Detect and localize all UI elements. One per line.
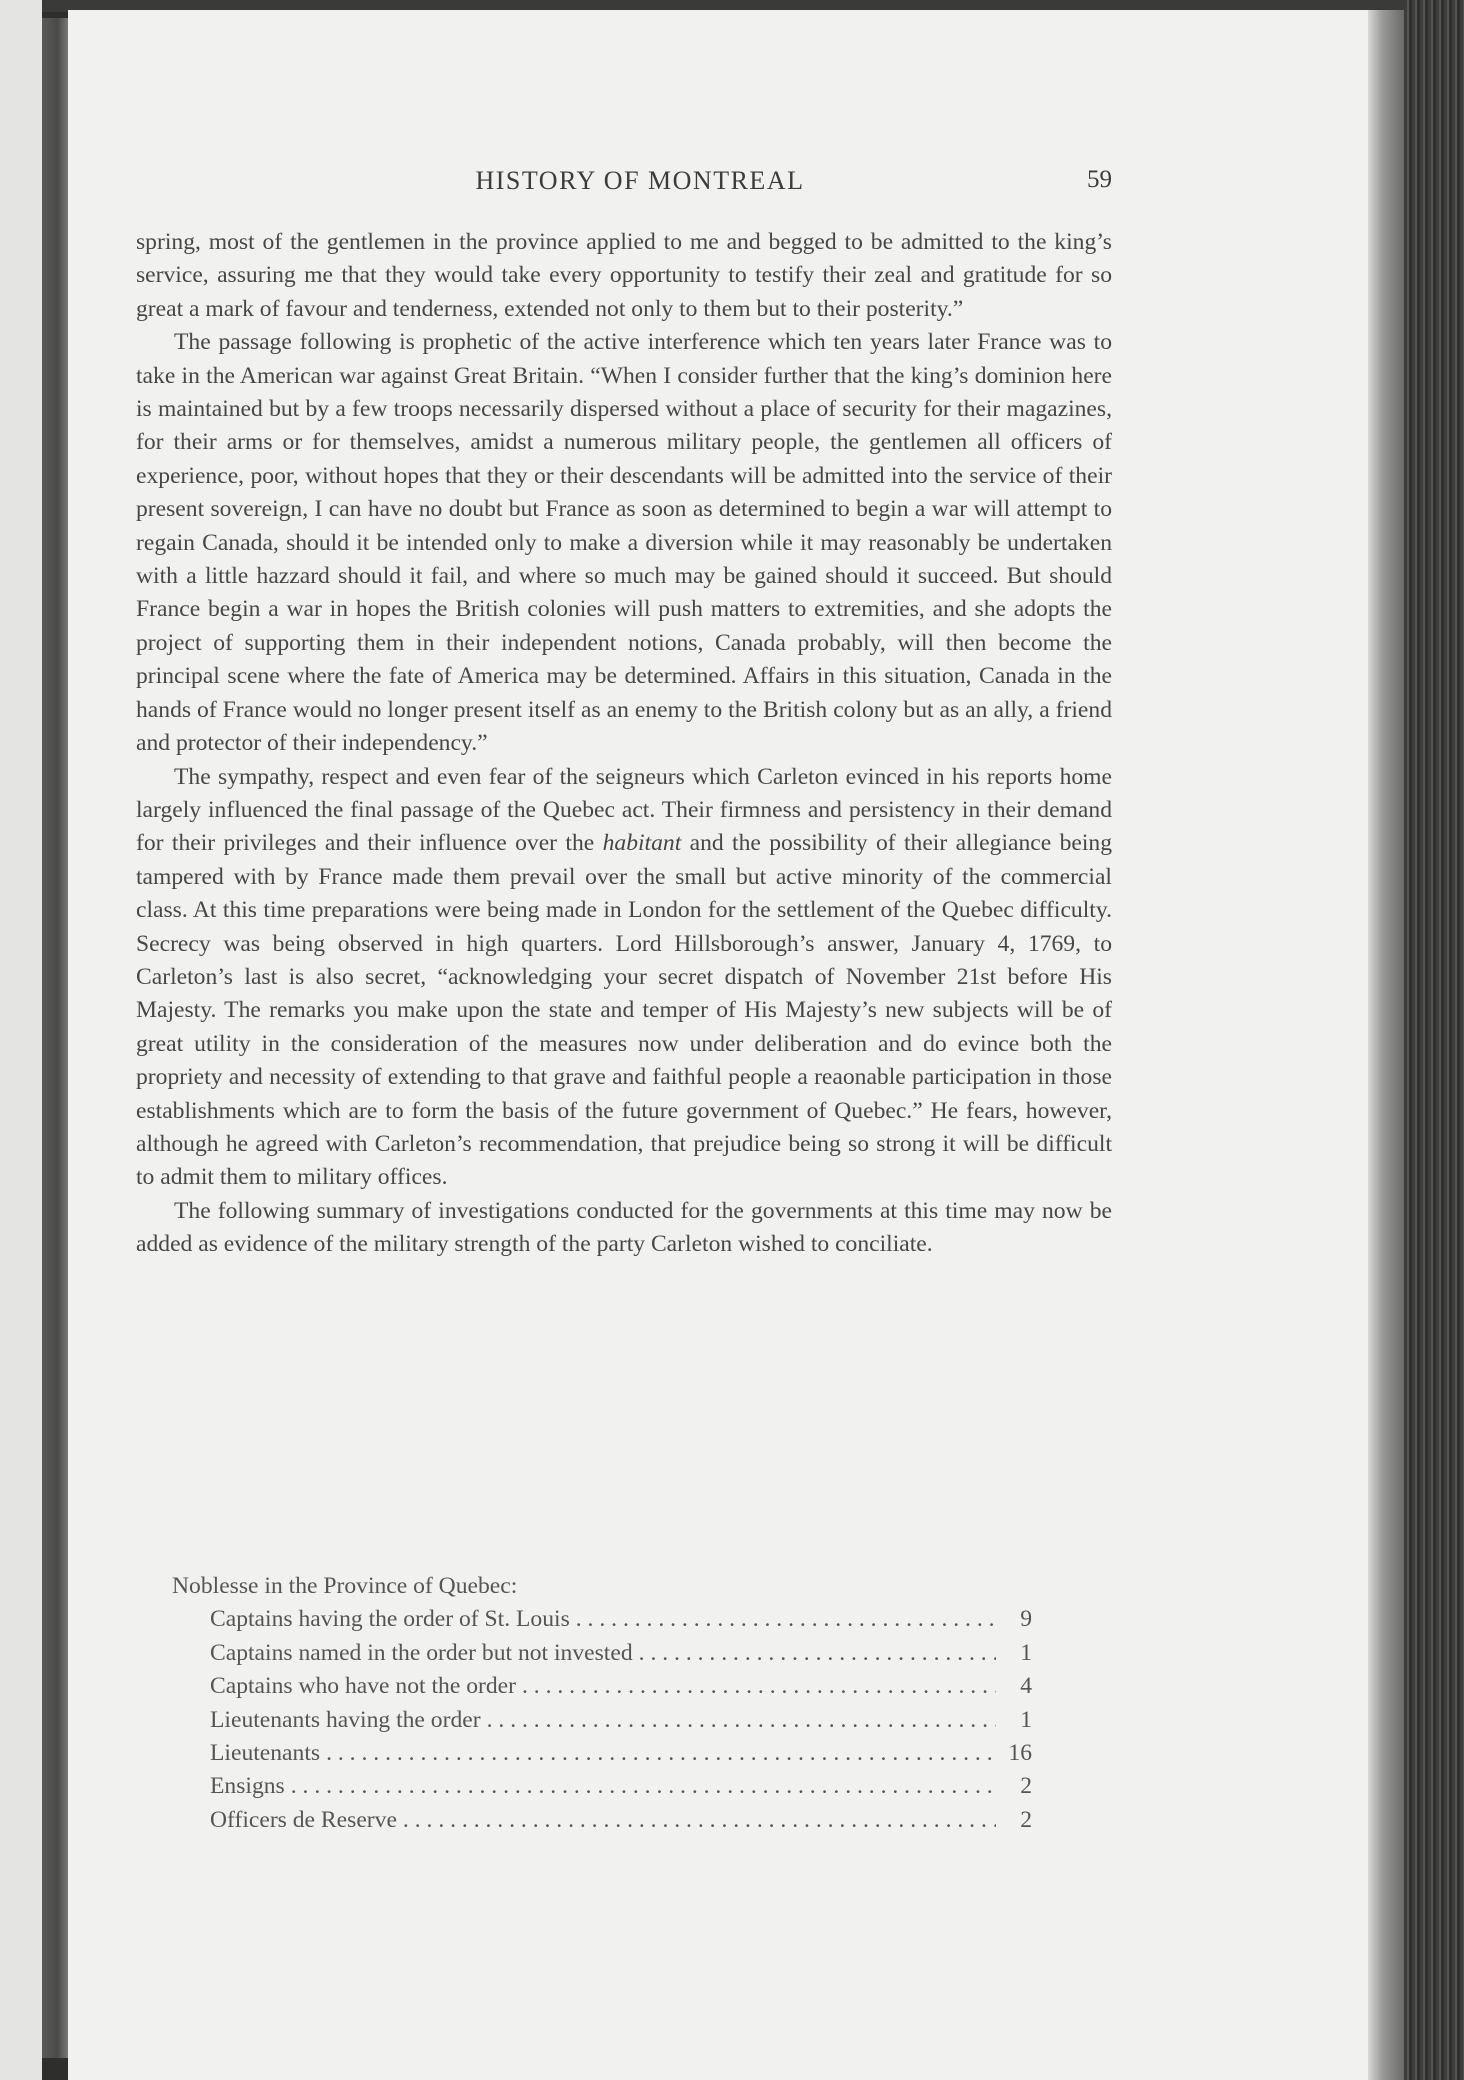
table-row (172, 1637, 1032, 1670)
row-value: 16 (1008, 1740, 1032, 1767)
table-row (172, 1770, 1032, 1803)
table-row (172, 1603, 1032, 1636)
running-title: HISTORY OF MONTREAL (475, 166, 805, 195)
row-value: 2 (1020, 1806, 1032, 1833)
running-header (168, 166, 1112, 200)
noblesse-table (172, 1570, 1032, 1837)
dot-leader (487, 1704, 996, 1737)
paragraph: The passage following is prophetic of the active interference which ten years later France was to take in the American war against Great Britain. “When I consider further that the king’s dominion here is maintained but by a few troops necessarily dispersed without a place of security for their magazines, for their arms or for themselves, amidst a numerous military people, the gentlemen all officers of experience, poor, without hopes that they or their descendants will be admitted into the service of their present sovereign, I can have no doubt but France as soon as determined to begin a war will attempt to regain Canada, should it be intended only to make a diversion while it may reasonably be undertaken with a little hazzard should it fail, and where so much may be gained should it succeed. But should France begin a war in hopes the British colonies will push matters to extremities, and she adopts the project of supporting them in their independent notions, Canada probably, will then become the principal scene where the fate of America may be determined. Affairs in this situation, Canada in the hands of France would no longer present itself as an enemy to the British colony but as an ally, a friend and protector of their independency.” (136, 329, 1112, 757)
row-label: Captains named in the order but not invested (210, 1639, 633, 1666)
row-value: 2 (1020, 1773, 1032, 1800)
dot-leader (326, 1737, 996, 1770)
dot-leader (639, 1637, 996, 1670)
paragraph (136, 761, 1112, 1195)
paragraph-text: and the possibility of their allegiance being tampered with by France made them prevail over the small but active minority of the commercial class. At this time preparations were being made in London for the settlement of the Quebec difficulty. Secrecy was being observed in high quarters. Lord Hillsborough’s answer, January 4, 1769, to Carleton’s last is also secret, “acknowledging your secret dispatch of November 21st before His Majesty. The remarks you make upon the state and temper of His Majesty’s new subjects will be of great utility in the consideration of the measures now under deliberation and do evince both the propriety and necessity of extending to that grave and faithful people a reaonable participation in those establishments which are to form the basis of the future government of Quebec.” He fears, however, although he agreed with Carleton’s recommendation, that prejudice being so strong it will be difficult to admit them to military offices. (136, 830, 1112, 1191)
paragraph: spring, most of the gentlemen in the province applied to me and begged to be admitted to the king’s service, assuring me that they would take every opportunity to testify their zeal and gratitude for so great a mark of favour and tenderness, extended not only to them but to their posterity.” (136, 229, 1112, 322)
italic-term: habitant (602, 830, 682, 857)
row-value: 1 (1020, 1706, 1032, 1733)
row-value: 9 (1020, 1606, 1032, 1633)
table-row (172, 1804, 1032, 1837)
scan-left-margin (0, 0, 42, 2080)
book-gutter (42, 18, 68, 2058)
dot-leader (403, 1804, 996, 1837)
paragraph: The following summary of investigations conducted for the governments at this time may now be added as evidence of the military strength of the party Carleton wished to conciliate. (136, 1197, 1112, 1258)
page-number: 59 (1087, 166, 1112, 193)
row-value: 1 (1020, 1639, 1032, 1666)
dot-leader (576, 1603, 996, 1636)
table-row (172, 1704, 1032, 1737)
row-value: 4 (1020, 1673, 1032, 1700)
row-label: Captains having the order of St. Louis (210, 1606, 570, 1633)
page-edge-shadow (1368, 10, 1404, 2080)
book-page-edges (1404, 0, 1464, 2080)
table-heading: Noblesse in the Province of Quebec: (172, 1573, 518, 1599)
table-row (172, 1737, 1032, 1770)
table-row (172, 1670, 1032, 1703)
row-label: Lieutenants having the order (210, 1706, 481, 1733)
dot-leader (522, 1670, 996, 1703)
row-label: Officers de Reserve (210, 1806, 397, 1833)
paragraph-text: The sympathy, respect and even fear of the seigneurs which Carleton evinced in his reports home largely influenced the final passage of the Quebec act. Their firmness and persistency in their demand for their privileges and their influence over the (136, 763, 1112, 857)
dot-leader (291, 1770, 996, 1803)
body-text (136, 226, 1112, 1262)
row-label: Captains who have not the order (210, 1673, 516, 1700)
row-label: Lieutenants (210, 1740, 321, 1767)
row-label: Ensigns (210, 1773, 285, 1800)
